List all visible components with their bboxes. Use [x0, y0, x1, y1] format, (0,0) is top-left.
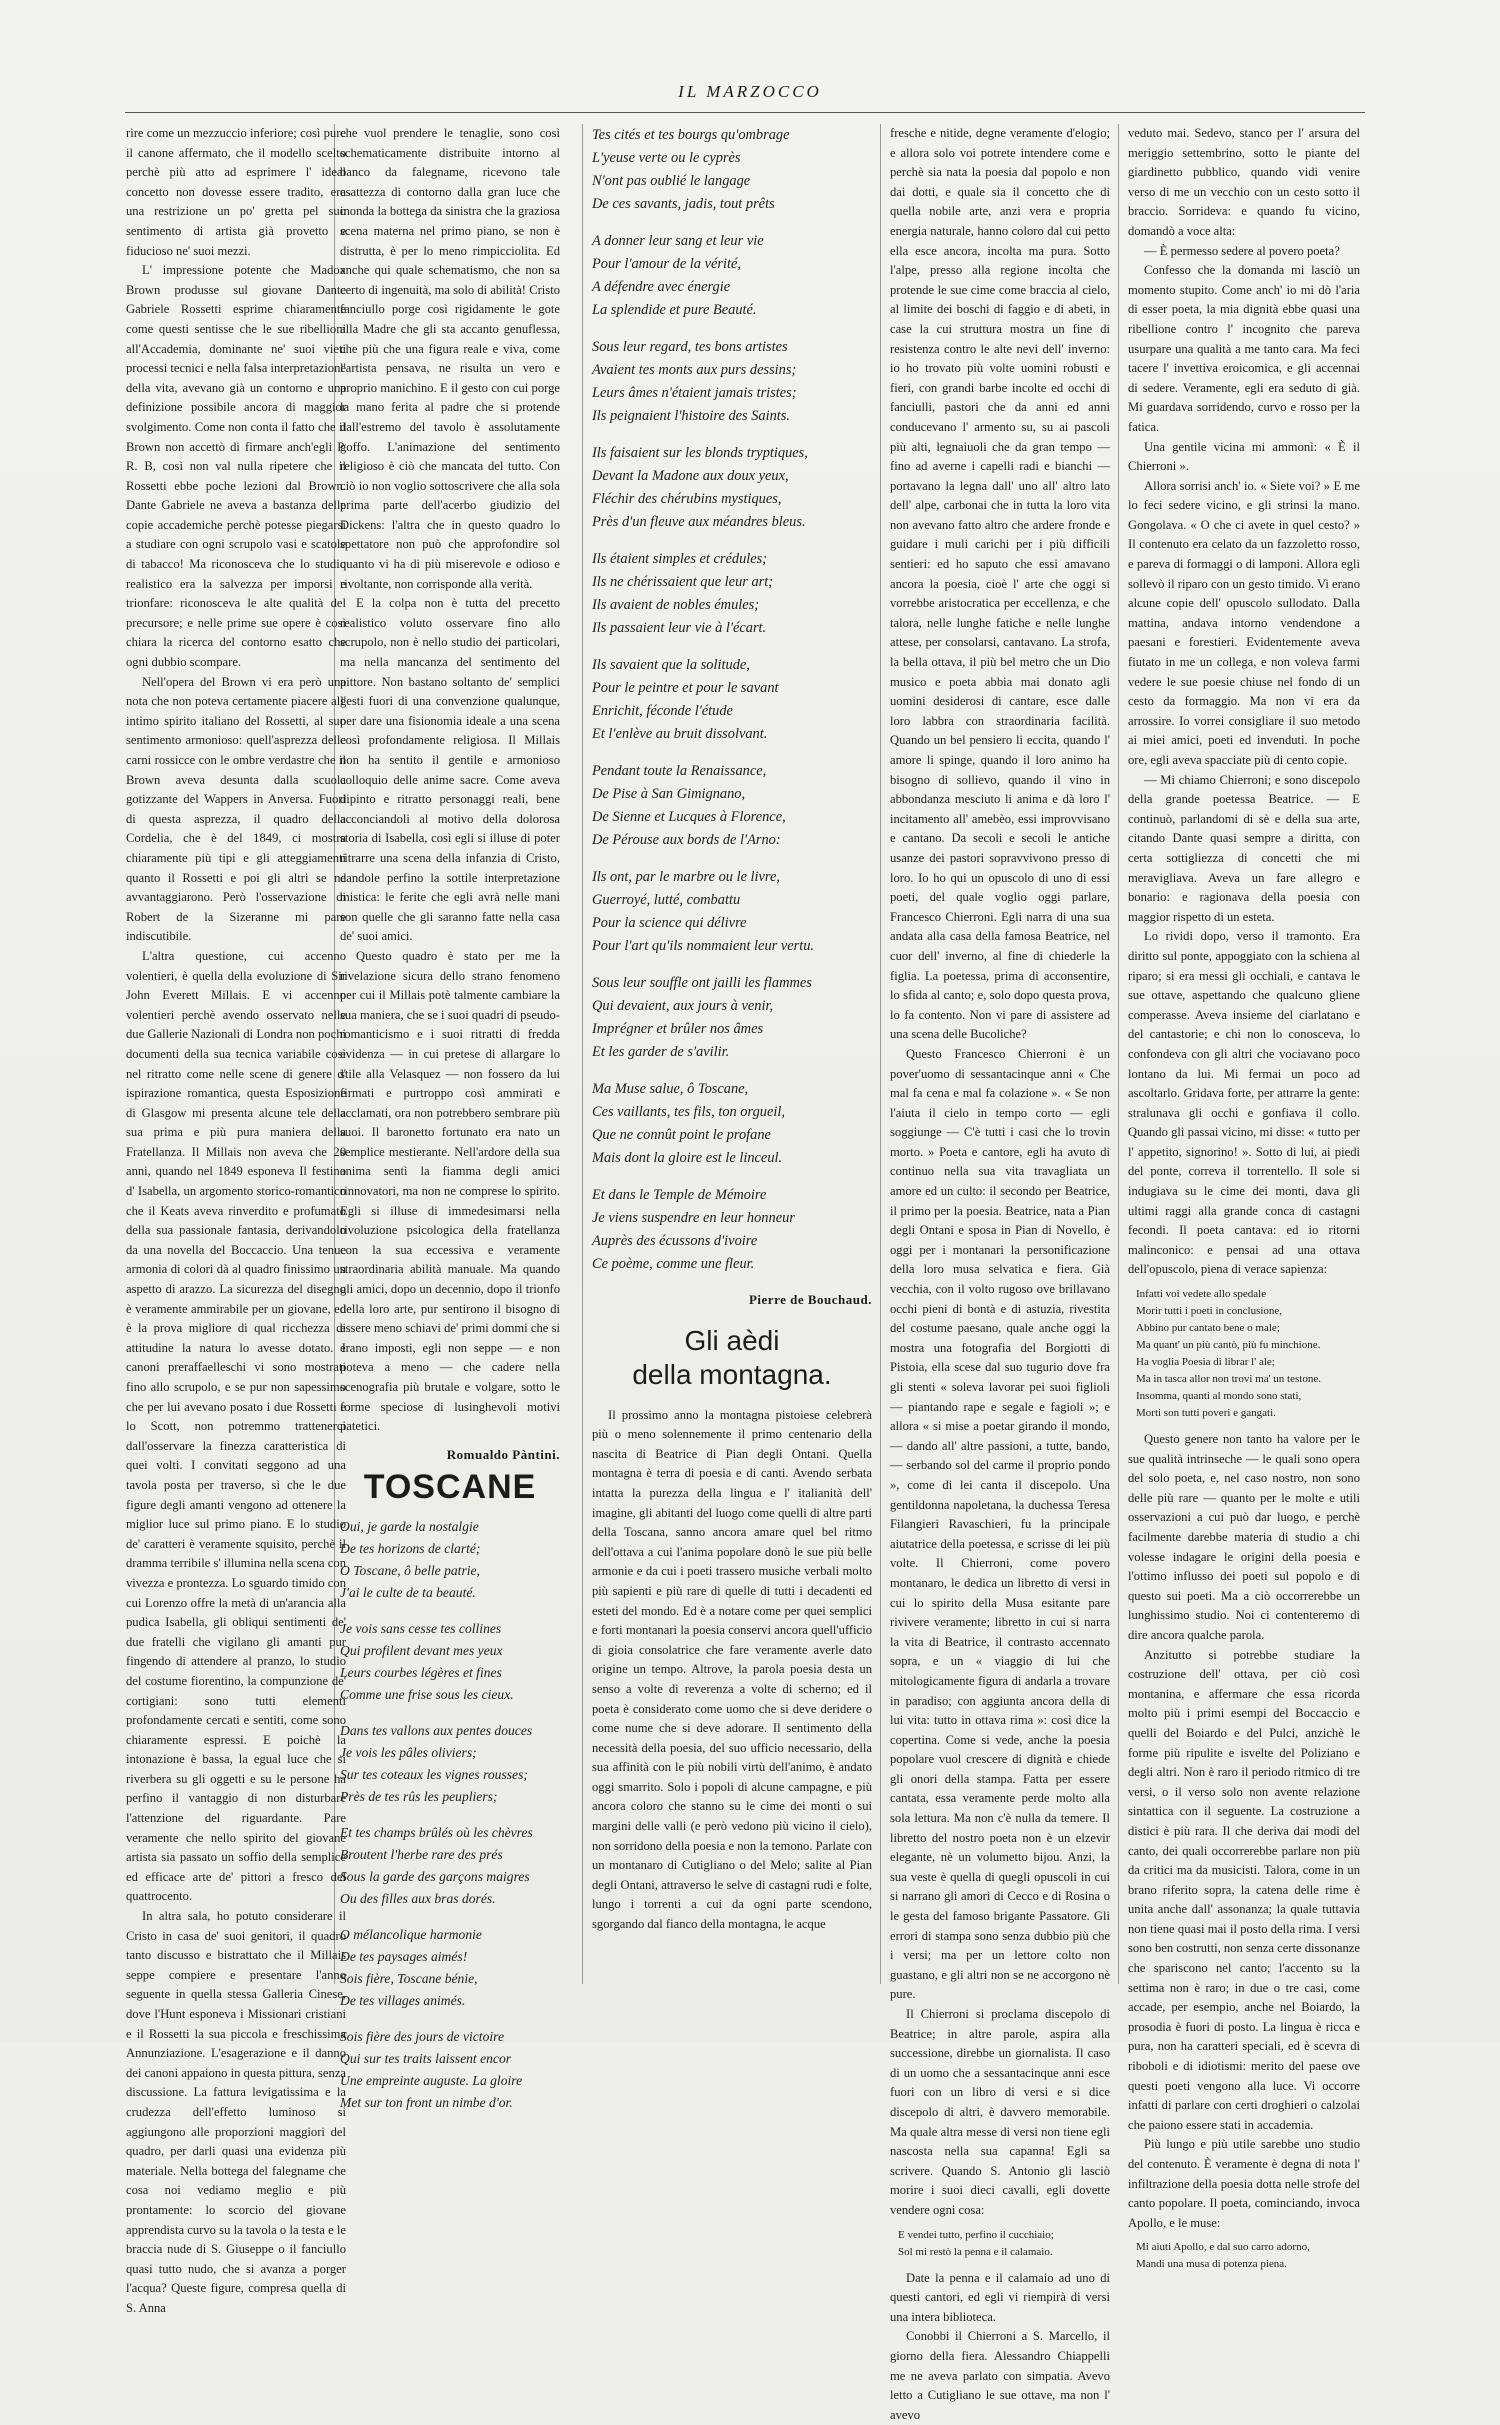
poem-line: Oui, je garde la nostalgie	[340, 1518, 479, 1534]
poem-line: De Pise à San Gimignano,	[592, 786, 746, 802]
column-divider	[582, 124, 583, 1984]
poem-title: TOSCANE	[363, 1468, 537, 1507]
verse-line: Mandi una musa di potenza piena.	[1136, 2258, 1287, 2271]
paragraph: Allora sorrisi anch' io. « Siete voi? » E me lo feci sedere vicino, e gli strinsi la mano. Gongolava. « O che ci avete in quel cesto? » Il contenuto era celato da un fazzoletto rosso, e pareva di formaggi o di lamponi. Allora egli sollevò il riparo con un gesto timido. Vi erano alcune copie dell' opuscolo sullodato. Dalla mattina, andava intorno vendendone a paesani e forestieri. Evidentemente aveva fiutato in me un collega, e non voleva farmi vedere le sue poesie chiuse nel fondo di un cesto da formaggio. Ma non vi era da arrossire. Io vorrei consigliare il suo metodo ai miei amici, poeti ed invenduti. In poche ore, egli aveva spacciate più di cento copie.	[1128, 478, 1360, 767]
poem-line: Et tes champs brûlés où les chèvres	[340, 1824, 533, 1840]
poem-line: Enrichit, féconde l'étude	[592, 703, 733, 719]
poem-line: Met sur ton front un nimbe d'or.	[340, 2094, 513, 2110]
poem-line: Pour le peintre et pour le savant	[592, 680, 779, 696]
paragraph: Questo quadro è stato per me la rivelazione sicura dello strano fenomeno per cui il Millais potè talmente cambiare la sua maniera, che se i suoi quadri di pseudo-romanticismo e i suoi ritratti di fredda evidenza — in cui pretese di allargare lo stile alla Velasquez — non fossero da lui firmati e purtroppo così ammirati e acclamati, ora non potrebbero sembrare più suoi. Il baronetto fortunato era nato un semplice mestierante. Nell'ardore della sua anima sentì la fiamma degli amici rinnovatori, ma non ne comprese lo spirito. Egli si illuse di immedesimarsi nella rivoluzione psicologica della fratellanza con la sua eccessiva e veramente straordinaria abilità manuale. Ma quando gli amici, dopo un decennio, dopo il trionfo della loro arte, pur sentirono il bisogno di essere meno schiavi de' primi dommi che si erano imposti, egli non seppe — e non poteva a meno — che cadere nella scenografia più brutale e volgare, sotto le forme speciose di lusinghevoli motivi patetici.	[340, 948, 560, 1434]
poem-line: De Sienne et Lucques à Florence,	[592, 809, 786, 825]
poem-line: Et les garder de s'avilir.	[592, 1044, 730, 1060]
verse-line: Insomma, quanti al mondo sono stati,	[1136, 1390, 1302, 1403]
column-divider	[880, 124, 881, 1984]
verse-quote	[1136, 1286, 1360, 1422]
poem-line: Pour l'art qu'ils nommaient leur vertu.	[592, 938, 815, 954]
poem-line: Sur tes coteaux les vignes rousses;	[340, 1766, 528, 1782]
poem-line: Comme une frise sous les cieux.	[340, 1686, 514, 1702]
stanza	[592, 866, 872, 958]
paragraph: Il Chierroni si proclama discepolo di Beatrice; in altre parole, aspira alla successione, direbbe un giornalista. Il caso di un uomo che a sessantacinque anni esce fuori con un libro di versi e si dice discepolo di altri, è davvero memorabile. Ma quale altra messe di versi non tiene egli nascosta nella sua capanna! Egli sa scrivere. Quando S. Antonio gli lasciò morire i suoi dieci cavalli, egli dovette vendere ogni cosa:	[890, 2007, 1110, 2217]
poem-signature: Pierre de Bouchaud.	[748, 1292, 872, 1307]
poem-line: Dans tes vallons aux pentes douces	[340, 1722, 533, 1738]
paragraph: Il prossimo anno la montagna pistoiese celebrerà più o meno solennemente il primo centenario della nascita di Beatrice di Pian degli Ontani. Quella montagna è terra di poesia e di canti. Avendo serbata intatta la purezza della lingua e l' italianità dell' imagine, gli abitanti del luogo come quelli di altre parti della Toscana, sanno ancora amare quel bel ritmo dell'ottava a cui l'anima popolare donò le sue più belle armonie e da cui i poeti trassero musiche verbali molto più sapienti e più rare di quelle di tutti i decadenti ed esteti del mondo. Ed è a notare come per quei semplici e forti montanari la poesia conservi ancora quell'ufficio di gioia consolatrice che fare veramente averle dato origine un tempo. Altrove, la parola poesia desta un senso a volte di reverenza a volte di scherno; ed il poeta è considerato come uomo che si deve deridere o come nume che si deve adorare. Il sentimento della necessità della poesia, del suo ufficio necessario, della sua affinità con le più nobili virtù dell'animo, è andato oggi smarrito. Solo i popoli di alcune campagne, e più ancora coloro che stanno su le cime dei monti o sui margini delle valli (e però vedono più vicino il cielo), non sorridono della poesia e non la temono. Parlate con un montanaro di Cutigliano o del Melo; salite al Pian degli Ontani, attraverso le selve di castagni rudi e folte, lungo i torrenti a cui da ogni parte scendono, sgorgando dal fianco della montagna, le acque	[592, 1407, 872, 1932]
poem-line: Qui profilent devant mes yeux	[340, 1642, 503, 1658]
paragraph: Nell'opera del Brown vi era però una nota che non poteva certamente piacere all' intimo spirito italiano del Rossetti, al suo sentimento armonioso: quell'asprezza delle carni rossicce con le ombre verdastre che il Brown aveva desunta dalla scuola gotizzante del Wappers in Anversa. Fuori di questa asprezza, il quadro della Cordelia, che è del 1849, ci mostra chiaramente più tipi e gli atteggiamenti quanto il Rossetti e poi gli altri se ne avvantaggiarono. Però l'osservazione di Robert de la Sizeranne mi pare indiscutibile.	[126, 674, 346, 944]
paragraph: che vuol prendere le tenaglie, sono così schematicamente distribuite intorno al banco da falegname, ricevono tale esattezza di contorno dalla gran luce che inonda la bottega da sinistra che la graziosa scena materna nel primo piano, se non è distrutta, è per lo meno rimpicciolita. Ed anche qui quale schematismo, che non sa certo di ingenuità, ma solo di abilità! Cristo fanciullo porge così rigidamente le gote alla Madre che gli sta accanto genuflessa, che più che una figura reale e viva, come l'artista pensava, ne risulta un vero e proprio manichino. E il gesto con cui porge la mano ferita al padre che si protende dall'estremo del tavolo è assolutamente goffo. L'animazione del sentimento religioso è ciò che mancata del tutto. Con ciò io non voglio sottoscrivere che alla sola prima parte dell'acerbo giudizio del Dickens: l'altra che in questo quadro lo spettatore non può che approfondire sol quanto vi ha di più miserevole e odioso e rivoltante, non corrisponde alla verità.	[340, 126, 560, 591]
verse-line: Abbino pur cantato bene o male;	[1136, 1322, 1280, 1335]
poem-line: Pour l'amour de la vérité,	[592, 256, 741, 272]
poem-line: Devant la Madone aux doux yeux,	[592, 468, 789, 484]
poem-line: Pendant toute la Renaissance,	[592, 763, 767, 779]
poem-line: Je viens suspendre en leur honneur	[592, 1210, 795, 1226]
poem-line: Ils passaient leur vie à l'écart.	[592, 620, 767, 636]
poem-line: Ils peignaient l'histoire des Saints.	[592, 408, 791, 424]
paragraph: E la colpa non è tutta del precetto realistico voluto osservare fino allo scrupolo, non è nello studio dei particolari, ma nella mancanza del sentimento del pittore. Non bastano soltanto de' semplici gesti fuori di una convenzione qualunque, per dare una fisionomia ideale a una scena così profondamente religiosa. Il Millais non ha sentito il gentile e armonioso colloquio delle anime sacre. Come aveva dipinto e ritratto personaggi reali, bene acconciandoli al motivo della dolorosa storia di Isabella, così egli si illuse di poter ritrarre una scena della infanzia di Cristo, dandole perfino la sottile interpretazione mistica: le ferite che egli avrà nelle mani son quelle che gli saranno fatte nella casa de' suoi amici.	[340, 596, 560, 944]
paragraph: Anzitutto si potrebbe studiare la costruzione dell' ottava, per ciò così montanina, e affermare che essa ricorda molto più i primi esempi del Boccaccio e quelli del Boiardo e del Pulci, anzichè le forme più ripulite e isvelte del Poliziano e degli altri. Non è raro il periodo ritmico di tre versi, o il verso solo non avente relazione sintattica con il seguente. La costruzione a distici è più rara. Il che deriva dai modi del canto, dei quali occorrerebbe parlare non più da critici ma da musicisti. Talora, come in un brano riferito sopra, la catena delle rime è unita anche dall' assonanza; la quale tuttavia non tiene quasi mai il posto della rima. I versi sono ben costrutti, non senza certe dissonanze che spariscono nel canto; l'accento su la settima non è raro; in due o tre casi, come accade, per esempio, anche nel Boiardo, la prosodia è fuori di posto. La lingua è ricca e pura, non ha caratteri speciali, ed è scevra di riboboli e di idiotismi: merito del paese ove questi poeti vengono alla luce. Vi occorre infatti di parlare con certi droghieri o calzolai che paiono essere stati in accademia.	[1128, 1647, 1360, 2132]
paragraph: Conobbi il Chierroni a S. Marcello, il giorno della fiera. Alessandro Chiappelli me ne aveva parlato con simpatia. Avevo letto a Cutigliano le sue ottave, ma non l' avevo	[890, 2329, 1110, 2422]
poem-line: De tes paysages aimés!	[340, 1948, 468, 1964]
verse-quote	[898, 2227, 1110, 2261]
poem-line: Qui devaient, aux jours à venir,	[592, 998, 774, 1014]
poem-line: Je vois sans cesse tes collines	[340, 1620, 502, 1636]
masthead-rule	[125, 112, 1365, 113]
poem-line: Fléchir des chérubins mystiques,	[592, 491, 782, 507]
stanza	[340, 1822, 560, 1910]
poem-line: Ils ne chérissaient que leur art;	[592, 574, 774, 590]
poem-line: Mais dont la gloire est le linceul.	[592, 1150, 783, 1166]
paragraph: L' impressione potente che Madox Brown produsse sul giovane Dante Gabriele Rossetti esprime chiaramente come questi sentisse che le sue ribellioni all'Accademia, dominante ne' suoi vieti processi tecnici e nella falsa interpretazione della vita, avevano già un contorno e una definizione possibile ancora di maggior svolgimento. Come non conta il fatto che il Brown non accettò di firmare anch'egli P. R. B, così non val nulla ripetere che il Rossetti ebbe poche lezioni dal Brown. Dante Gabriele ne aveva a bastanza delle copie accademiche perchè potesse piegarsi a studiare con ogni scrupolo vasi e scatole di tabacco! Ma riconosceva che lo studio realistico era la salvezza per imporsi e trionfare: riconosceva le alte qualità del precursore; e nelle prime sue opere è così chiara la ricerca del contorno esatto che ogni dubbio scompare.	[126, 263, 346, 670]
poem-line: Sois fière, Toscane bénie,	[340, 1970, 478, 1986]
paragraph: veduto mai. Sedevo, stanco per l' arsura del meriggio settembrino, sotto le piante del giardinetto pubblico, quando vidi venire verso di me un vecchio con un cesto sotto il braccio. Sorrideva: e quando fu vicino, domandò a voce alta:	[1128, 126, 1360, 238]
poem-line: Ils savaient que la solitude,	[592, 657, 750, 673]
article-title-line: Gli aèdi	[684, 1324, 780, 1356]
poem-line: N'ont pas oublié le langage	[592, 173, 751, 189]
poem-line: Broutent l'herbe rare des prés	[340, 1846, 503, 1862]
poem-line: A donner leur sang et leur vie	[592, 233, 764, 249]
stanza	[592, 124, 872, 216]
poem-line: Qui sur tes traits laissent encor	[340, 2050, 512, 2066]
paragraph: Lo rividi dopo, verso il tramonto. Era diritto sul ponte, appoggiato con la schiena al riparo; si era messi gli occhiali, e cantava le sue ottave, aspettando che qualcuno gliene comperasse. Aveva insieme del ciarlatano e del cantastorie; e chi non lo conosceva, lo confondeva con gli altri che vociavano poco lontano da lui. Mi fermai un poco ad ascoltarlo. Gridava forte, per attrarre la gente: stralunava gli occhi e gonfiava il collo. Quando gli passai vicino, mi disse: « tutto per l' appetito, signorino! ». Sotto di lui, ai piedi del ponte, correva il torrentello. Il sole si indugiava su le cime dei monti, dava gli ultimi raggi alla grande conca di castagni fecondi. Il poeta cantava: ed io ritorni malinconico: e pensai ad una ottava dell'opuscolo, piena di verace sapienza:	[1128, 929, 1360, 1277]
paragraph: — È permesso sedere al povero poeta?	[1144, 243, 1340, 258]
poem-line: Leurs courbes légères et fines	[340, 1664, 502, 1680]
poem-line: Ma Muse salue, ô Toscane,	[592, 1081, 749, 1097]
poem-line: Ils ont, par le marbre ou le livre,	[592, 869, 780, 885]
poem-line: Guerroyé, lutté, combattu	[592, 892, 741, 908]
poem-toscane-part1	[340, 1516, 560, 2114]
paragraph: Questo genere non tanto ha valore per le sue qualità intrinseche — le quali sono opera del solo poeta, e, nel caso nostro, non sono delle più rare — quanto per le molte e utili osservazioni a cui può dar luogo, e perchè facilmente darebbe materia di studio a chi volesse indagare le origini della poesia e l'ottimo influsso dei poeti sul popolo e di questo sui poeti. Ma a ciò occorrerebbe un lunghissimo studio. Noi ci contenteremo di dire ancora qualche parola.	[1128, 1432, 1360, 1642]
paragraph: Più lungo e più utile sarebbe uno studio del contenuto. È veramente è degna di nota l' infiltrazione della poesia dotta nelle strofe del canto popolare. Il poeta, cominciando, invoca Apollo, e le muse:	[1128, 2137, 1360, 2230]
stanza	[340, 1516, 560, 1604]
stanza	[340, 2026, 560, 2114]
poem-line: Que ne connût point le profane	[592, 1127, 771, 1143]
poem-line: Imprégner et brûler nos âmes	[592, 1021, 764, 1037]
poem-line: Ou des filles aux bras dorés.	[340, 1890, 496, 1906]
column-divider	[1118, 124, 1119, 1984]
poem-line: De tes villages animés.	[340, 1992, 466, 2008]
stanza	[592, 760, 872, 852]
paragraph: — Mi chiamo Chierroni; e sono discepolo della grande poetessa Beatrice. — E continuò, parlandomi di sè e della sua arte, citando Dante quasi sempre a diritta, con certa sottigliezza di concetti che mi meravigliava. Aveva un fare allegro e bonario: e ragionava della poesia con maggior rispetto di un esteta.	[1128, 772, 1360, 924]
article-title	[592, 1324, 872, 1392]
poem-line: Sous la garde des garçons maigres	[340, 1868, 530, 1884]
verse-line: Infatti voi vedete allo spedale	[1136, 1288, 1267, 1301]
poem-line: Sous leur souffle ont jailli les flammes	[592, 975, 812, 991]
poem-line: Pour la science qui délivre	[592, 915, 747, 931]
verse-line: Morti son tutti poveri e gangati.	[1136, 1407, 1276, 1420]
paragraph: Date la penna e il calamaio ad uno di questi cantori, ed egli vi riempirà di versi una intera biblioteca.	[890, 2270, 1110, 2324]
poem-line: Leurs âmes n'étaient jamais tristes;	[592, 385, 797, 401]
poem-line: J'ai le culte de ta beauté.	[340, 1584, 476, 1600]
stanza	[592, 972, 872, 1064]
column-2	[340, 124, 560, 2110]
stanza	[592, 1184, 872, 1276]
poem-line: De ces savants, jadis, tout prêts	[592, 196, 775, 212]
stanza	[592, 654, 872, 746]
poem-line: Auprès des écussons d'ivoire	[592, 1233, 758, 1249]
poem-line: O mélancolique harmonie	[340, 1926, 482, 1942]
stanza	[592, 1078, 872, 1170]
stanza	[592, 442, 872, 534]
poem-line: Et dans le Temple de Mémoire	[592, 1187, 767, 1203]
poem-line: Près d'un fleuve aux méandres bleus.	[592, 514, 806, 530]
poem-toscane-part2	[592, 124, 872, 1276]
stanza	[340, 1618, 560, 1706]
column-4	[890, 124, 1110, 2422]
poem-line: De Pérouse aux bords de l'Arno:	[592, 832, 781, 848]
poem-line: Tes cités et tes bourgs qu'ombrage	[592, 127, 790, 143]
verse-line: Ma quant' un più cantò, più fu minchione.	[1136, 1339, 1321, 1352]
verse-line: Sol mi restò la penna e il calamaio.	[898, 2245, 1053, 2258]
poem-line: Ce poème, comme une fleur.	[592, 1256, 755, 1272]
poem-line: Je vois les pâles oliviers;	[340, 1744, 477, 1760]
poem-line: Ils avaient de nobles émules;	[592, 597, 760, 613]
stanza	[592, 548, 872, 640]
masthead-title: IL MARZOCCO	[678, 82, 822, 101]
verse-quote	[1136, 2239, 1360, 2273]
column-1	[126, 124, 346, 2315]
stanza	[340, 1720, 560, 1808]
stanza	[340, 1924, 560, 2012]
poem-line: Sois fière des jours de victoire	[340, 2028, 504, 2044]
poem-line: O Toscane, ô belle patrie,	[340, 1562, 480, 1578]
stanza	[592, 230, 872, 322]
paragraph: Questo Francesco Chierroni è un pover'uomo di sessantacinque anni « Che mal fa cena e mal fa colazione ». « Se non l'aiuta il cielo in tempo corto — egli soggiunge — C'è tutti i casi che lo trovin morto. » Poeta e cantore, egli ha avuto di continuo nella sua vita travagliata un amore ed un culto: il secondo per Beatrice, il primo per la poesia. Beatrice, nata a Pian degli Ontani e sposa in Pian di Novello, è oggi per i montanari la personificazione della loro musa selvatica e fiera. Già vecchia, con il volto rugoso ove brillavano occhi pieni di bontà e di astuzia, rivestita del costume paesano, quale anche oggi la mostra una fotografia del Borgiotti di Pistoia, ella scese dal suo tugurio dove fra gli stenti « soleva lavorar pei suoi figlioli — piantando rape e segale e fagioli »; e allora « si mise a poetar girando il mondo, — dando all' altre passioni, a tutte, bando, — serbando sol del carme il proprio pondo », come di lei canta il discepolo. Una gentildonna napoletana, la duchessa Teresa Filangieri Ravaschieri, fu la principale aiutatrice della poetessa, e scrisse di lei più volte. Il Chierroni, come povero montanaro, le dedica un libretto di versi in cui lo spirito della Musa esitante pare rivivere veramente; libretto in cui si narra la vita di Beatrice, il contrasto accennato sopra, e un « viaggio di lui che mitologicamente figura di andarla a trovare in paradiso; con aggiunta ancora della di lui vita: tutto in ottava rima »: così dice la copertina. Come si vede, anche la poesia popolare vuol crescere di dignità e chiede gli onori della stampa. Fatta per essere cantata, essa veramente perde molto alla sola lettura. Ma non c'è nulla da temere. Il libretto del nostro poeta non è un elzevir elegante, nè un volumetto bijou. Anzi, la sua veste è quella di quegli opuscoli in cui si narrano gli amori di Cecco e di Rosina o le gesta del famoso brigante Passatore. Gli errori di stampa sono senza dubbio più che i versi; ma per un lettore colto non guastano, e gli altri non se ne accorgono nè pure.	[890, 1046, 1110, 2002]
poem-line: L'yeuse verte ou le cyprès	[592, 150, 741, 166]
stanza	[592, 336, 872, 428]
poem-line: A défendre avec énergie	[592, 279, 731, 295]
verse-line: Ma in tasca allor non trovi ma' un testone.	[1136, 1373, 1321, 1386]
article-title-line: della montagna.	[632, 1358, 832, 1390]
verse-line: Ha voglia Poesia di librar l' ale;	[1136, 1356, 1275, 1369]
author-signature: Romualdo Pàntini.	[446, 1446, 560, 1462]
paragraph: fresche e nitide, degne veramente d'elogio; e allora solo voi potrete intendere come e perchè sia nata la poesia dal popolo e non dai dotti, e quale sia il concetto che di quella nobile arte, anzi vera e propria energia naturale, hanno coloro dal cui petto ella esce ancora, incolta ma pura. Sotto l'alpe, presso alla regione incolta che protende le sue cime come braccia al cielo, al limite dei boschi di faggio e di abeti, in case la cui struttura mostra un fine di resistenza contro le alte nevi dell' inverno: io ho trovato più volte uomini robusti e fieri, con grandi barbe incolte ed occhi di fanciulli, pastori che da anni ed anni conducevano l' armento su, su ai pascoli più alti, legnaiuoli che da gran tempo — fino ad averne i capelli radi e bianchi — portavano la legna dall' uno all' altro lato dell' alpe, carbonai che in tutta la loro vita non avevano fatto altro che ardere fronde e guidare i muli carichi per i più difficili sentieri: ed ho saputo che essi amavano ancora la poesia, cioè l' arte che oggi si vorrebbe aristocratica per eccellenza, e che talora, nelle lunghe fatiche e nelle lunghe attese, per consolarsi, cantavano. La strofa, la bella ottava, il più bel metro che un Dio musico e poeta abbia mai donato agli uomini desiderosi di cantare, esce dalle loro labbra con straordinaria facilità. Quando un bel pensiero li eccita, quando l' amore li spinge, quando il loro animo ha bisogno di sollievo, quando il vino in abbondanza mesciuto li anima e dà loro l' incitamento all' amebèo, essi improvvisano e cantano. Da secoli e secoli le antiche usanze dei pastori sopravvivono presso di loro. Io ho qui un opuscolo di uno di essi poeti, del quale voglio oggi parlare, Francesco Chierroni. Egli narra di una sua andata alla casa della famosa Beatrice, nel cuor dell' inverno, al fine di chiederle la figlia. La poetessa, prima di acconsentire, lo sfida al canto; e, solo dopo questa prova, lo fa contento. Non vi pare di assistere ad una scena delle Bucoliche?	[890, 126, 1110, 1042]
verse-line: E vendei tutto, perfino il cucchiaio;	[898, 2228, 1054, 2241]
paragraph: rire come un mezzuccio inferiore; così pure il canone affermato, che il modello scelto perchè più atto ad esprimere l' ideal concetto non dovesse essere tradito, era una restrizione un po' gretta pel suo sentimento di artista già provetto e fiducioso ne' suoi mezzi.	[126, 126, 346, 258]
poem-line: Une empreinte auguste. La gloire	[340, 2072, 523, 2088]
poem-line: Sous leur regard, tes bons artistes	[592, 339, 788, 355]
poem-line: Ces vaillants, tes fils, ton orgueil,	[592, 1104, 785, 1120]
poem-line: De tes horizons de clarté;	[340, 1540, 481, 1556]
column-5	[1128, 124, 1360, 2271]
poem-line: Près de tes rûs les peupliers;	[340, 1788, 498, 1804]
verse-line: Morir tutti i poeti in conclusione,	[1136, 1305, 1283, 1318]
poem-line: La splendide et pure Beauté.	[592, 302, 757, 318]
paragraph: In altra sala, ho potuto considerare il Cristo in casa de' suoi genitori, il quadro tanto discusso e bistrattato che il Millais seppe compiere e presentare l'anno seguente in quella stessa Galleria Cinese, dove l'Hunt esponeva i Missionari cristiani e il Rossetti la sua piccola e freschissima Annunziazione. L'esagerazione e il danno dei canoni appaiono in questa pittura, senza discussione. La fattura levigatissima e la crudezza dell'effetto luminoso si aggiungono alle proporzioni maggiori del quadro, per darli quasi una evidenza più materiale. Nella bottega del falegname che cosa noi vediamo meglio e più prontamente: lo scorcio del giovane apprendista curvo su la tavola o la testa e le braccia nude di S. Giuseppe o il fanciullo quasi tutto nudo, che si avanza a porger l'acqua? Queste figure, compresa quella di S. Anna	[126, 1909, 346, 2315]
poem-line: Et l'enlève au bruit dissolvant.	[592, 726, 768, 742]
poem-line: Ils faisaient sur les blonds tryptiques,	[592, 445, 808, 461]
poem-line: Avaient tes monts aux purs dessins;	[592, 362, 797, 378]
paragraph: Una gentile vicina mi ammonì: « È il Chierroni ».	[1128, 439, 1360, 474]
column-3	[592, 124, 872, 2004]
paragraph: L'altra questione, cui accenno volentieri, è quella della evoluzione di Sir John Everett Millais. E vi accenno volentieri perchè avendo osservato nelle due Gallerie Nazionali di Londra non pochi documenti della sua tecnica variabile così nel ritratto come nelle scene di genere d' ispirazione romantica, questa Esposizione di Glasgow mi presenta alcune tele della sua prima e più pura maniera della Fratellanza. Il Millais non aveva che 20 anni, quando nel 1849 esponeva Il festino d' Isabella, un argomento storico-romantico che il Keats aveva rinverdito e profumato della sua passionale fantasia, derivandolo da una novella del Boccaccio. Una tenue armonia di colori dà al quadro finissimo un aspetto di arazzo. La sicurezza del disegno è veramente ammirabile per un giovane, ed è la prova migliore di qual ricchezza di attitudine la natura lo avesse dotato. I canoni preraffaelleschi vi sono mostrati fino allo scrupolo, e se pur non sapessimo che per lui avevano posato i due Rossetti e lo Scott, non potremmo trattenerci dall'osservare la finezza caratteristica di quei volti. I convitati seggono ad una tavola posta per traverso, sì che le due figure degli amanti vengono ad ottenere la miglior luce sul primo piano. E lo studio de' caratteri è veramente squisito, perchè il dramma terribile s' illumina nella scena con vivezza e prontezza. Lo sguardo timido con cui Lorenzo offre la metà di un'arancia alla pudica Isabella, gli obliqui sentimenti de' due fratelli che vigilano gli amanti pur fingendo di attendere al pranzo, lo studio del costume fiorentino, la compunzione de' cortigiani: sono tutti elementi profondamente cercati e sentiti, come sono chiaramente espressi. E poichè la intonazione è bassa, la egual luce che si riverbera su gli oggetti e su le persone ha perfino il vantaggio di non disturbare l'attenzione del riguardante. Pare veramente che nello spirito del giovane artista sia passato un soffio della semplice ed efficace arte de' pittori a fresco del quattrocento.	[126, 948, 346, 1904]
paragraph: Confesso che la domanda mi lasciò un momento stupito. Come anch' io mi dò l'aria di esser poeta, la mia dignità ebbe quasi una ribellione contro l' incognito che pareva usurpare una qualità a me tanto cara. Ma feci tacere l' invettiva eroicomica, e gli accennai di sedere. Veramente, egli era seduto di già. Mi guardava sorridendo, curvo e rosso per la fatica.	[1128, 263, 1360, 434]
poem-line: Ils étaient simples et crédules;	[592, 551, 768, 567]
verse-line: Mi aiuti Apollo, e dal suo carro adorno,	[1136, 2241, 1310, 2254]
